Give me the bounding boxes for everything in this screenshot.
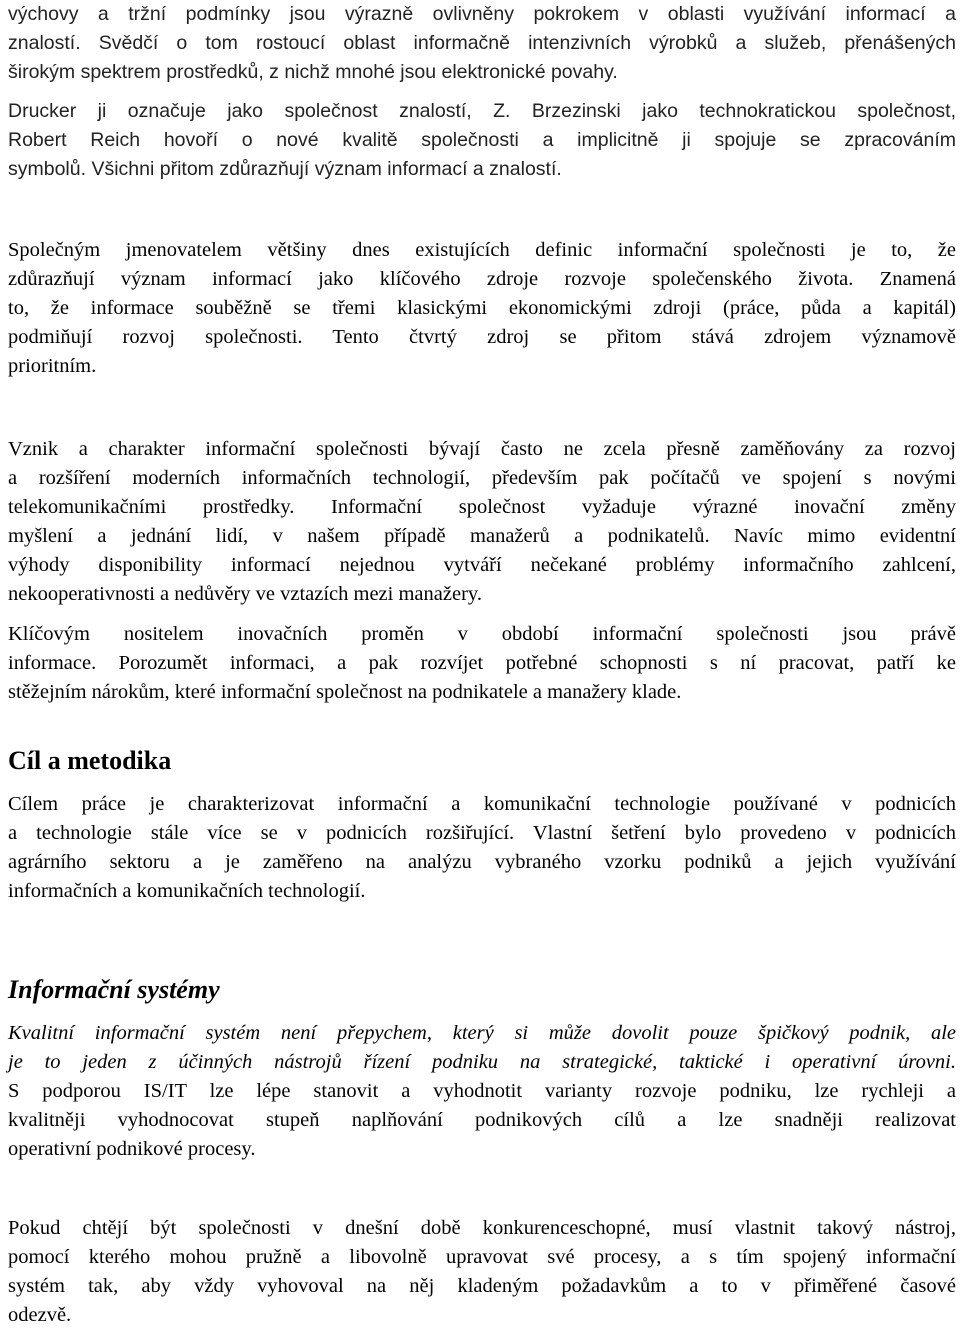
- paragraph-goal: [8, 790, 956, 906]
- paragraph-origin: [8, 435, 956, 609]
- paragraph-quality-is: [8, 1019, 956, 1164]
- paragraph-drucker: [8, 97, 956, 184]
- text-line: Robert Reich hovoří o nové kvalitě společnosti a implicitně ji spojuje se zpracováním: [8, 129, 956, 151]
- text-line-italic: Kvalitní informační systém není přepychem, který si může dovolit pouze špičkový podnik, ale: [8, 1022, 956, 1044]
- text-line: Společným jmenovatelem většiny dnes existujících definic informační společnosti je to, že: [8, 239, 956, 261]
- text-line: výchovy a tržní podmínky jsou výrazně ovlivněny pokrokem v oblasti využívání informací a: [8, 3, 956, 25]
- section-heading-goal: Cíl a metodika: [8, 746, 172, 775]
- text-line: a technologie stále více se v podnicích rozšiřující. Vlastní šetření bylo provedeno v podnicích: [8, 822, 956, 844]
- text-line: Vznik a charakter informační společnosti bývají často ne zcela přesně zaměňovány za rozvoj: [8, 438, 956, 460]
- text-line: informačních a komunikačních technologií.: [8, 880, 366, 902]
- text-line: výhody disponibility informací nejednou vytváří nečekané problémy informačního zahlcení,: [8, 554, 956, 576]
- text-line: kvalitněji vyhodnocovat stupeň naplňování podnikových cílů a lze snadněji realizovat: [8, 1109, 956, 1131]
- paragraph-intro-continued: [8, 0, 956, 87]
- text-line: operativní podnikové procesy.: [8, 1138, 256, 1160]
- text-line: telekomunikačními prostředky. Informační společnost vyžaduje výrazné inovační změny: [8, 496, 956, 518]
- text-line: širokým spektrem prostředků, z nichž mnohé jsou elektronické povahy.: [8, 61, 618, 83]
- text-line: systém tak, aby vždy vyhovoval na něj kladeným požadavkům a to v přiměřené časové: [8, 1275, 956, 1297]
- paragraph-common-denominator: [8, 236, 956, 381]
- text-line: myšlení a jednání lidí, v našem případě manažerů a podnikatelů. Navíc mimo evidentní: [8, 525, 956, 547]
- text-line: symbolů. Všichni přitom zdůrazňují význam informací a znalostí.: [8, 158, 562, 180]
- text-line: nekooperativnosti a nedůvěry ve vztazích mezi manažery.: [8, 583, 482, 605]
- text-line: S podporou IS/IT lze lépe stanovit a vyhodnotit varianty rozvoje podniku, lze rychleji a: [8, 1080, 956, 1102]
- text-line: Klíčovým nositelem inovačních proměn v období informační společnosti jsou právě: [8, 623, 956, 645]
- section-heading-information-systems: Informační systémy: [8, 975, 220, 1004]
- text-line: zdůrazňují význam informací jako klíčového zdroje rozvoje společenského života. Znamená: [8, 268, 956, 290]
- text-line: a rozšíření moderních informačních technologií, především pak počítačů ve spojení s novými: [8, 467, 956, 489]
- paragraph-competitiveness: [8, 1214, 956, 1330]
- text-line: prioritním.: [8, 355, 97, 377]
- text-line: podmiňují rozvoj společnosti. Tento čtvrtý zdroj se přitom stává zdrojem významově: [8, 326, 956, 348]
- text-line: Drucker ji označuje jako společnost znalostí, Z. Brzezinski jako technokratickou společnost,: [8, 100, 956, 122]
- text-line-italic: je to jeden z účinných nástrojů řízení podniku na strategické, taktické i operativní úrovni.: [8, 1051, 956, 1073]
- text-line: odezvě.: [8, 1304, 72, 1326]
- text-line: agrárního sektoru a je zaměřeno na analýzu vybraného vzorku podniků a jejich využívání: [8, 851, 956, 873]
- text-line: Pokud chtějí být společnosti v dnešní době konkurenceschopné, musí vlastnit takový nástroj,: [8, 1217, 956, 1239]
- text-line: to, že informace souběžně se třemi klasickými ekonomickými zdroji (práce, půda a kapitál): [8, 297, 956, 319]
- text-line: informace. Porozumět informaci, a pak rozvíjet potřebné schopnosti s ní pracovat, patří ke: [8, 652, 956, 674]
- paragraph-key-carrier: [8, 620, 956, 707]
- text-line: stěžejním nárokům, které informační společnost na podnikatele a manažery klade.: [8, 681, 682, 703]
- text-line: pomocí kterého mohou pružně a libovolně upravovat své procesy, a s tím spojený informační: [8, 1246, 956, 1268]
- text-line: znalostí. Svědčí o tom rostoucí oblast informačně intenzivních výrobků a služeb, přenášených: [8, 32, 956, 54]
- text-line: Cílem práce je charakterizovat informační a komunikační technologie používané v podnicích: [8, 793, 956, 815]
